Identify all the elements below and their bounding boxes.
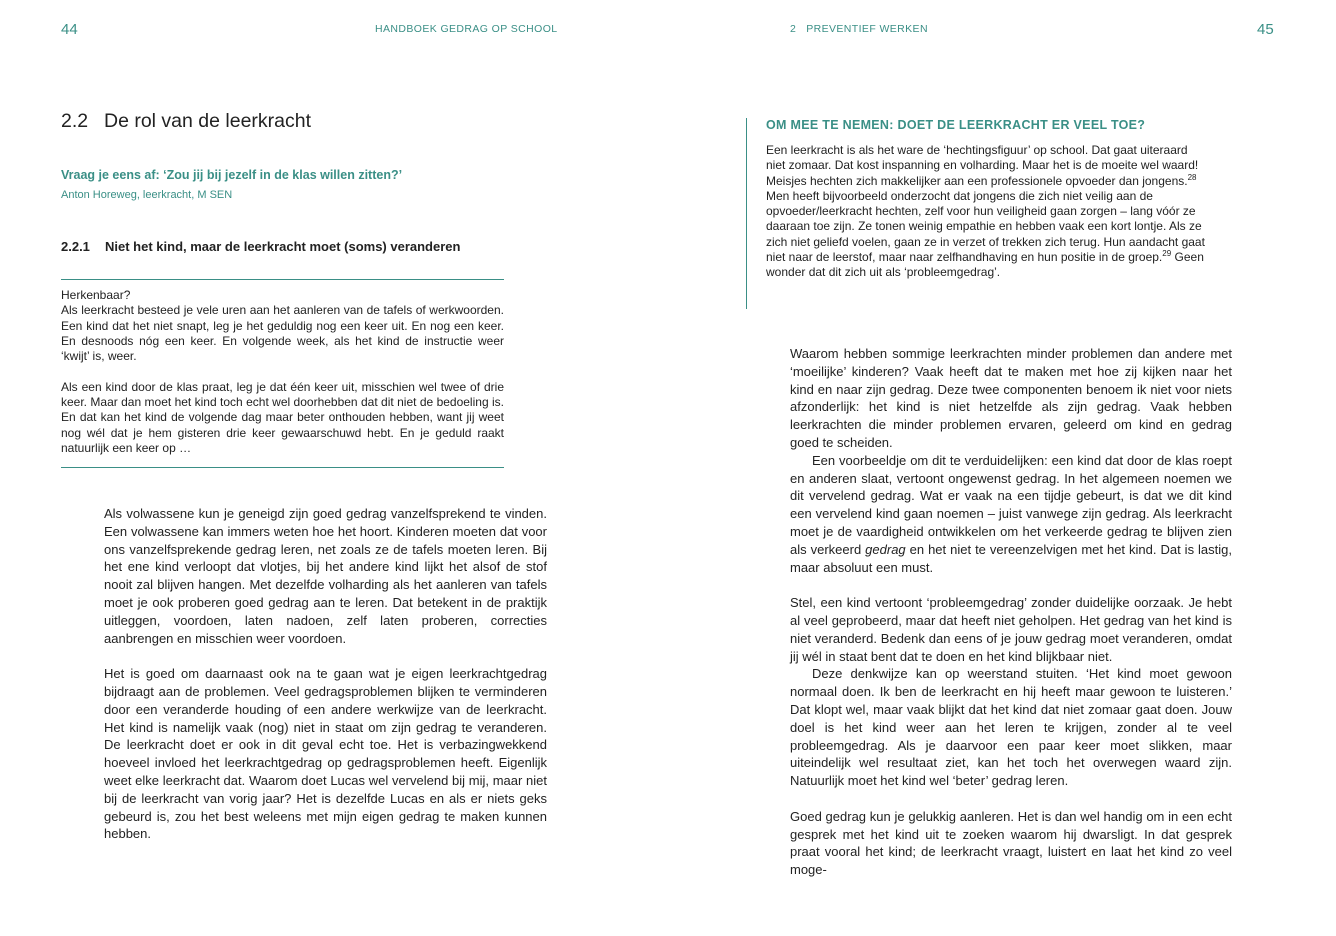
right-body-paragraph-4: Deze denkwijze kan op weerstand stuiten. ‘Het kind moet gewoon normaal doen. Ik ben de leerkracht en hij heeft maar gewoon te luisteren.’ Dat klopt wel, maar vaak blijkt dat het kind dat niet zomaar gaat doen. Jouw doel is het kind weer aan het leren te krijgen, zonder al te veel probleemgedrag. Als je daarvoor een paar keer moet slikken, maar uiteindelijk wel resultaat ziet, kan het toch het overwegen waard zijn. Natuurlijk moet het kind wel ‘beter’ gedrag leren.: [790, 666, 1232, 789]
left-body-paragraph-2: Het is goed om daarnaast ook na te gaan wat je eigen leerkrachtgedrag bijdraagt aan de problemen. Veel gedragsproblemen blijken te verminderen door een veranderde houding of een andere werkwijze van de leerkracht. Het kind is namelijk vaak (nog) niet in staat om zijn gedrag te veranderen. De leerkracht doet er ook in dit geval echt toe. Het is verbazingwekkend hoeveel invloed het leerkrachtgedrag op gedragsproblemen heeft. Eigenlijk weet elke leerkracht dat. Waarom doet Lucas wel vervelend bij mij, maar niet bij de leerkracht van vorig jaar? Het is dezelfde Lucas en als er niets geks gebeurd is, zou het best weleens met mijn eigen gedrag te maken kunnen hebben.: [104, 666, 547, 842]
sidebar-p2-part-a: Meisjes hechten zich makkelijker aan een professionele opvoeder dan jongens.: [766, 173, 1188, 188]
footnote-ref-29: 29: [1162, 249, 1172, 259]
box-heading: Herkenbaar?: [61, 288, 131, 302]
running-head-right: [790, 23, 928, 35]
sidebar-text: [766, 143, 1210, 281]
sidebar-p2-part-b: Men heeft bijvoorbeeld onderzocht dat jongens die zich niet veilig aan de opvoeder/leerkracht hechten, zelf voor hun veiligheid gaan zorgen – lang vóór ze daaraan toe zijn. Ze tonen weinig empathie en hebben vaak een kort lontje. Als ze zich niet geliefd voelen, gaan ze in verzet of trekken zich terug. Hun aandacht gaat niet naar de leerstof, maar naar zelfhandhaving en hun positie in de groep.: [766, 188, 1205, 265]
box-paragraph-1: Als leerkracht besteed je vele uren aan het aanleren van de tafels of werkwoorden. Een kind dat het niet snapt, leg je het geduldig nog een keer uit. En nog een keer. En desnoods nóg een keer. En volgende week, als het kind de instructie weer ‘kwijt’ is, weer.: [61, 303, 504, 364]
right-body-paragraph-3: Stel, een kind vertoont ‘probleemgedrag’ zonder duidelijke oorzaak. Je hebt al veel geprobeerd, maar dat heeft niet geholpen. Het gedrag van het kind is niet veranderd. Bedenk dan eens of je jouw gedrag moet veranderen, omdat jij wél in staat bent dat te doen en het kind blijkbaar niet.: [790, 595, 1232, 664]
right-body-paragraph-1: Waarom hebben sommige leerkrachten minder problemen dan andere met ‘moeilijke’ kinderen? Vaak heeft dat te maken met hoe zij kijken naar het kind en naar zijn gedrag. Deze twee componenten benoem ik niet voor niets afzonderlijk: het kind is niet hetzelfde als zijn gedrag. Vaak hebben leerkrachten die minder problemen ervaren, geleerd om kind en gedrag goed te scheiden.: [790, 346, 1232, 450]
running-head-chapter-number: 2: [790, 23, 797, 35]
sidebar-p2-part-c: Geen wonder dat dit zich uit als ‘probleemgedrag’.: [766, 250, 1204, 280]
section-heading: [61, 110, 311, 133]
subsection-heading: [61, 239, 460, 254]
recognition-box: [61, 288, 504, 456]
left-body-paragraph-1: Als volwassene kun je geneigd zijn goed gedrag vanzelfsprekend te vinden. Een volwassene kan immers weten hoe het hoort. Kinderen moeten dat voor ons vanzelfsprekende gedrag leren, net zoals ze de tafels moeten leren. Bij het ene kind verloopt dat vlotjes, bij het andere kind lijkt het alsof de stof nooit zal blijven hangen. Met dezelfde volharding als het aanleren van tafels moet je ook proberen goed gedrag aan te leren. Dat betekent in de praktijk uitleggen, voordoen, laten nadoen, zelf laten proberen, correcties aanbrengen en misschien weer voordoen.: [104, 506, 547, 646]
section-number: 2.2: [61, 110, 89, 132]
sidebar-paragraph-2: [766, 174, 1210, 281]
section-title: De rol van de leerkracht: [104, 110, 312, 132]
subsection-title: Niet het kind, maar de leerkracht moet (soms) veranderen: [105, 239, 461, 254]
sidebar-paragraph-1: Een leerkracht is als het ware de ‘hechtingsfiguur’ op school. Dat gaat uiteraard niet zomaar. Dat kost inspanning en volharding. Maar het is de moeite wel waard!: [766, 143, 1199, 173]
footnote-ref-28: 28: [1187, 172, 1197, 182]
epigraph-author: Anton Horeweg, leerkracht, M SEN: [61, 189, 233, 201]
box-bottom-rule: [61, 467, 504, 468]
left-body-text: [104, 505, 547, 843]
right-body-p2-emphasis: gedrag: [865, 541, 906, 557]
page-number-right: 45: [1257, 21, 1274, 38]
box-top-rule: [61, 279, 504, 280]
running-head-chapter-title: PREVENTIEF WERKEN: [806, 23, 928, 35]
epigraph-quote: Vraag je eens af: ‘Zou jij bij jezelf in de klas willen zitten?’: [61, 168, 403, 182]
page-number-left: 44: [61, 21, 78, 38]
running-head-left: HANDBOEK GEDRAG OP SCHOOL: [375, 23, 558, 35]
right-body-paragraph-5: Goed gedrag kun je gelukkig aanleren. Het is dan wel handig om in een echt gesprek met het kind uit te zoeken waarom hij dwarsligt. In dat gesprek praat vooral het kind; de leerkracht vraagt, luistert en laat het kind zo veel moge-: [790, 808, 1232, 878]
right-body-text: [790, 345, 1232, 879]
sidebar-title: OM MEE TE NEMEN: DOET DE LEERKRACHT ER VEEL TOE?: [766, 118, 1146, 132]
subsection-number: 2.2.1: [61, 239, 90, 254]
right-body-p2-part-b: en het niet te vereenzelvigen met het kind. Dat is lastig, maar absoluut een must.: [790, 541, 1233, 575]
right-body-paragraph-2: [790, 452, 1232, 577]
takeaway-sidebar: [746, 118, 1210, 309]
box-paragraph-2: Als een kind door de klas praat, leg je dat één keer uit, misschien wel twee of drie keer. Maar dan moet het kind toch echt wel doorhebben dat dit niet de bedoeling is. En dat kan het kind de volgende dag maar beter onthouden hebben, want jij weet nog wél dat je hem gisteren drie keer gewaarschuwd hebt. En je geduld raakt natuurlijk een keer op …: [61, 379, 504, 455]
right-body-p2-part-a: Een voorbeeldje om dit te verduidelijken: een kind dat door de klas roept en anderen slaat, vertoont ongewenst gedrag. In het algemeen noemen we dit vervelend gedrag. Wat er vaak na een tijdje gebeurt, is dat we dit kind een vervelend kind gaan noemen – juist vanwege zijn gedrag. Als leerkracht moet je de vaardigheid ontwikkelen om het verkeerde gedrag te blijven zien als verkeerd: [790, 452, 1232, 557]
